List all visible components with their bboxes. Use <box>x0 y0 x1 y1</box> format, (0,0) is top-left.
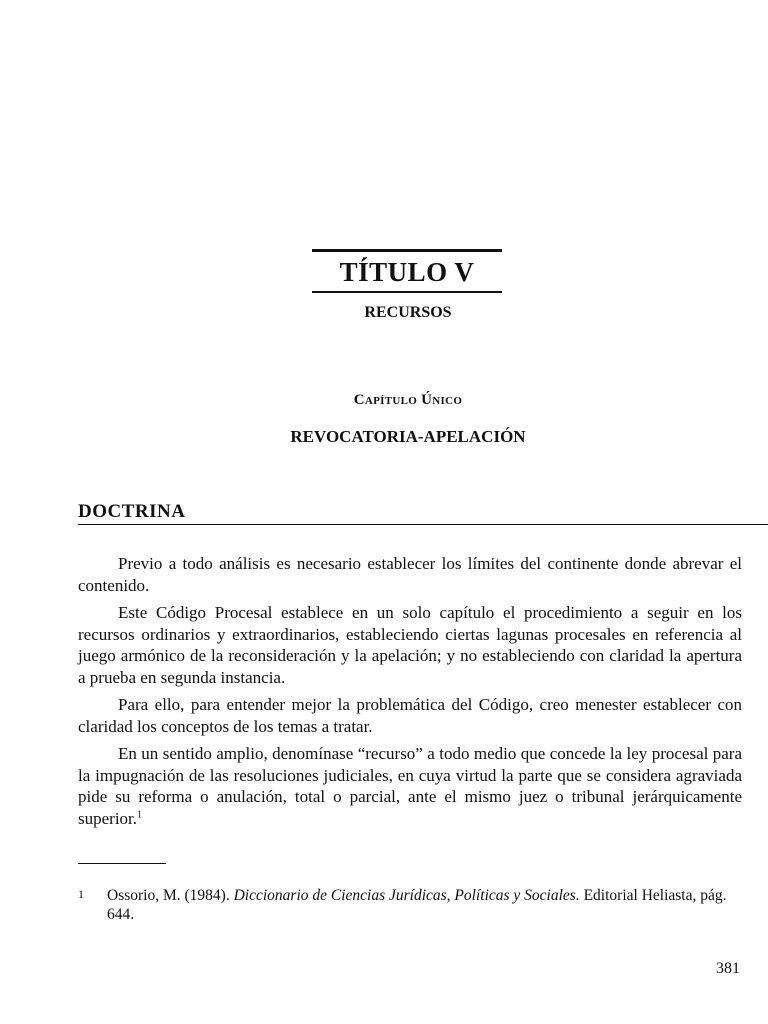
page-title: TÍTULO V <box>339 257 475 287</box>
paragraph-4 <box>78 743 742 829</box>
title-block <box>312 249 502 293</box>
page-number: 381 <box>716 960 740 977</box>
footnote-author: Ossorio, M. (1984). <box>107 887 230 904</box>
footnote-reference[interactable]: 1 <box>137 808 143 820</box>
footnote <box>78 886 742 924</box>
footnote-publisher: Editorial Heliasta, pág. 644. <box>107 887 727 923</box>
footnote-number: 1 <box>78 887 84 901</box>
chapter-label: Capítulo Único <box>353 392 463 408</box>
footnote-divider <box>78 863 166 864</box>
page-subtitle: RECURSOS <box>364 304 452 321</box>
paragraph-2: Este Código Procesal establece en un solo capítulo el procedimiento a seguir en los recursos ordinarios y extraordinarios, estableciendo ciertas lagunas procesales en referencia al juego armónico de la reconsideración y la apelación; y no estableciendo con claridad la apertura a prueba en segunda instancia. <box>78 603 742 687</box>
section-heading: DOCTRINA <box>78 501 768 525</box>
footnote-work-title: Diccionario de Ciencias Jurídicas, Políticas y Sociales. <box>233 887 580 904</box>
body-text <box>78 553 742 835</box>
title-rule-bottom <box>312 291 502 293</box>
title-rule-top <box>312 249 502 252</box>
paragraph-1: Previo a todo análisis es necesario establecer los límites del continente donde abrevar el contenido. <box>78 554 742 595</box>
footnote-text <box>107 886 742 924</box>
paragraph-3: Para ello, para entender mejor la problemática del Código, creo menester establecer con claridad los conceptos de los temas a tratar. <box>78 695 742 736</box>
chapter-name: REVOCATORIA-APELACIÓN <box>290 427 526 446</box>
paragraph-4-text: En un sentido amplio, denomínase “recurso” a todo medio que concede la ley procesal para la impugnación de las resoluciones judiciales, en cuya virtud la parte que se considera agraviada pide su reforma o anulación, total o parcial, ante el mismo juez o tribunal jerárquicamente superior. <box>78 744 742 828</box>
